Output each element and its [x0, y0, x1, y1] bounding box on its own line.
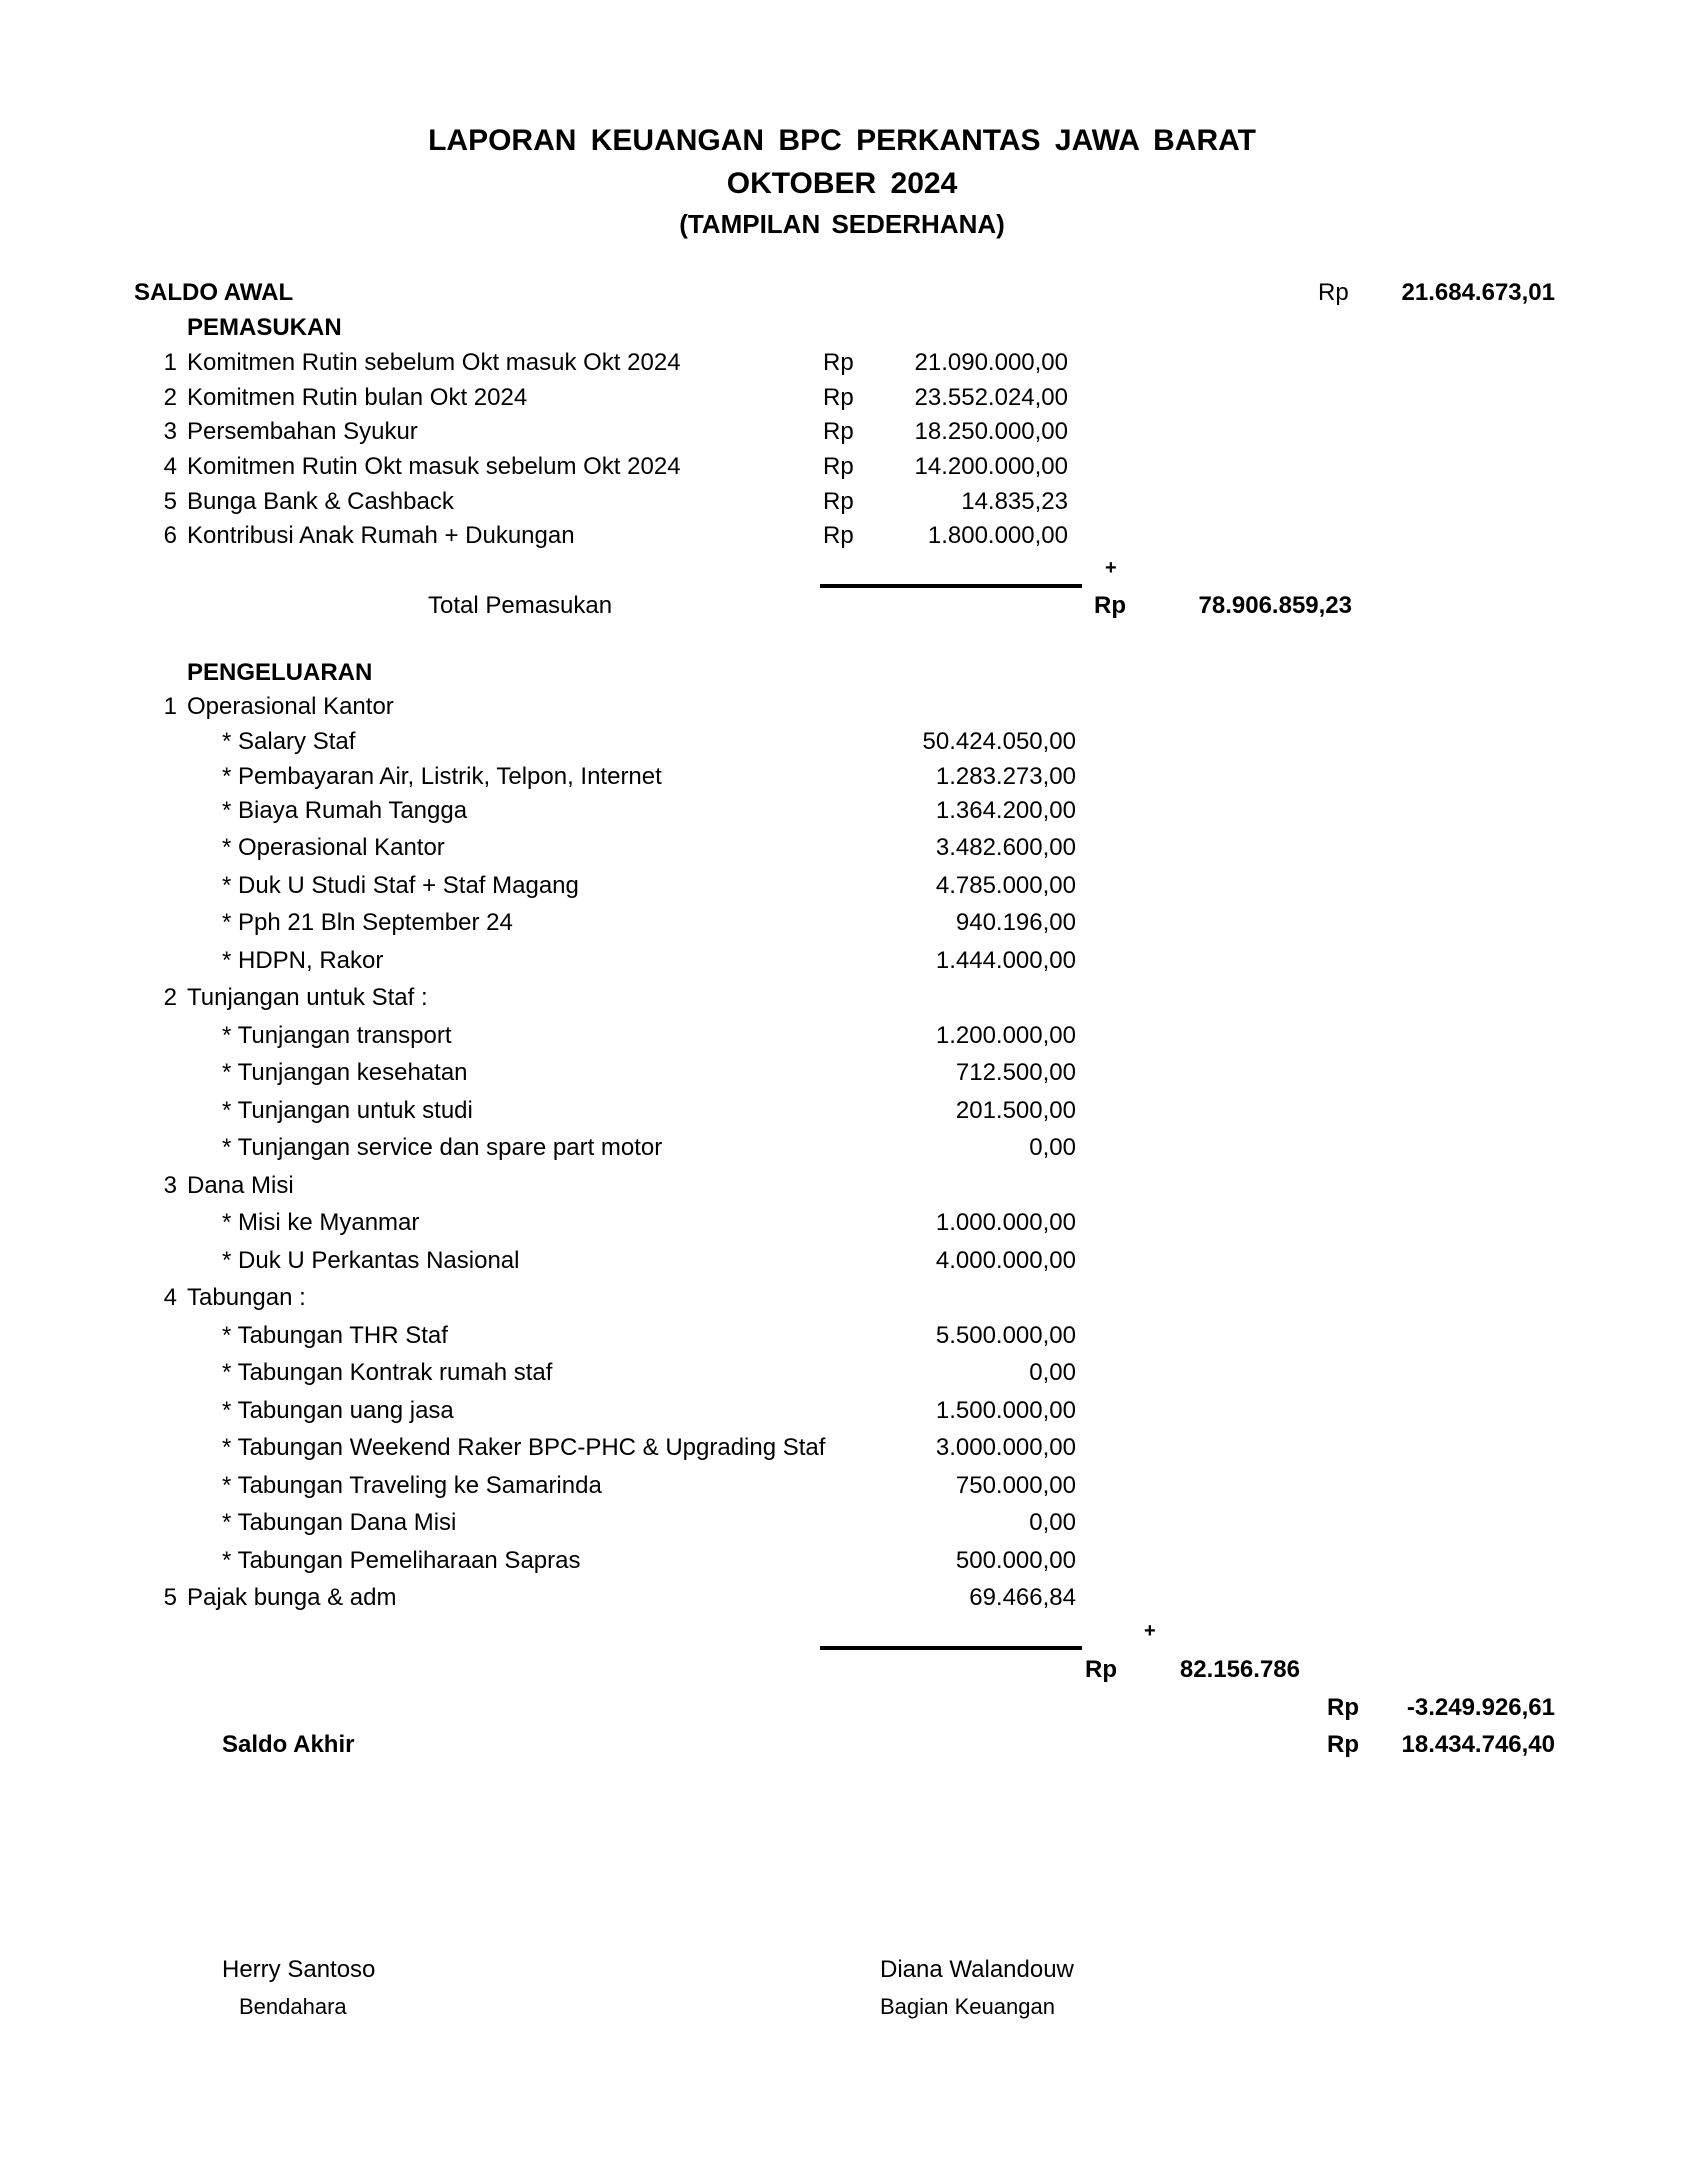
expense-item-amount: 750.000,00 — [955, 1472, 1076, 1499]
expense-item-amount: 1.000.000,00 — [935, 1209, 1076, 1236]
row-amount: 1.800.000,00 — [927, 522, 1068, 549]
group-label: Dana Misi — [187, 1172, 294, 1199]
group-number: 2 — [163, 984, 177, 1011]
expense-item-label: * Tabungan THR Staf — [222, 1322, 448, 1349]
signatory-name: Herry Santoso — [222, 1956, 376, 1983]
expense-item-label: * Tabungan uang jasa — [222, 1397, 454, 1424]
saldo-akhir-label: Saldo Akhir — [222, 1731, 355, 1758]
row-amount: 18.250.000,00 — [914, 418, 1068, 445]
expense-item-amount: 500.000,00 — [955, 1547, 1076, 1574]
row-currency: Rp — [823, 384, 854, 411]
group-number: 4 — [163, 1284, 177, 1311]
expense-item-label: * Tabungan Kontrak rumah staf — [222, 1359, 553, 1386]
expense-item-amount: 0,00 — [1029, 1509, 1076, 1536]
expense-item-amount: 4.785.000,00 — [935, 872, 1076, 899]
row-number: 1 — [163, 349, 177, 376]
expense-item-amount: 50.424.050,00 — [922, 728, 1076, 755]
row-currency: Rp — [823, 418, 854, 445]
expense-item-label: * Tabungan Pemeliharaan Sapras — [222, 1547, 581, 1574]
expense-item-amount: 4.000.000,00 — [935, 1247, 1076, 1274]
expense-item-label: * Salary Staf — [222, 728, 356, 755]
expense-item-label: * Tabungan Dana Misi — [222, 1509, 457, 1536]
signatory-role: Bendahara — [239, 1994, 347, 2019]
pengeluaran-sum-rule — [820, 1646, 1082, 1650]
row-label: Kontribusi Anak Rumah + Dukungan — [187, 522, 575, 549]
row-amount: 21.090.000,00 — [914, 349, 1068, 376]
group-label: Tabungan : — [187, 1284, 306, 1311]
expense-item-label: * Pph 21 Bln September 24 — [222, 909, 513, 936]
report-period: OKTOBER 2024 — [726, 167, 958, 200]
selisih-currency: Rp — [1327, 1694, 1359, 1721]
total-pengeluaran-currency: Rp — [1085, 1656, 1117, 1683]
group-number: 5 — [163, 1584, 177, 1611]
saldo-awal-currency: Rp — [1318, 279, 1349, 306]
expense-item-amount: 0,00 — [1029, 1134, 1076, 1161]
pemasukan-sum-rule — [820, 584, 1082, 588]
total-pemasukan-amount: 78.906.859,23 — [1198, 592, 1352, 619]
row-amount: 14.835,23 — [961, 488, 1068, 515]
pengeluaran-heading: PENGELUARAN — [187, 659, 373, 686]
row-currency: Rp — [823, 488, 854, 515]
pemasukan-plus-sign: + — [1105, 557, 1117, 579]
expense-item-amount: 1.364.200,00 — [935, 797, 1076, 824]
group-label: Pajak bunga & adm — [187, 1584, 397, 1611]
row-currency: Rp — [823, 453, 854, 480]
row-number: 5 — [163, 488, 177, 515]
row-label: Komitmen Rutin Okt masuk sebelum Okt 2024 — [187, 453, 681, 480]
row-number: 4 — [163, 453, 177, 480]
expense-item-label: * Operasional Kantor — [222, 834, 445, 861]
expense-item-amount: 201.500,00 — [955, 1097, 1076, 1124]
signatory-role: Bagian Keuangan — [880, 1994, 1055, 2019]
total-pemasukan-currency: Rp — [1094, 592, 1126, 619]
row-label: Komitmen Rutin bulan Okt 2024 — [187, 384, 528, 411]
expense-item-amount: 5.500.000,00 — [935, 1322, 1076, 1349]
total-pengeluaran-amount: 82.156.786 — [1179, 1656, 1300, 1683]
row-currency: Rp — [823, 349, 854, 376]
pengeluaran-plus-sign: + — [1144, 1620, 1156, 1642]
group-number: 3 — [163, 1172, 177, 1199]
expense-item-label: * Tunjangan service dan spare part motor — [222, 1134, 663, 1161]
group-number: 1 — [163, 693, 177, 720]
saldo-akhir-currency: Rp — [1327, 1731, 1359, 1758]
expense-item-label: * Duk U Perkantas Nasional — [222, 1247, 520, 1274]
row-amount: 14.200.000,00 — [914, 453, 1068, 480]
group-label: Tunjangan untuk Staf : — [187, 984, 428, 1011]
selisih-amount: -3.249.926,61 — [1406, 1694, 1555, 1721]
group-label: Operasional Kantor — [187, 693, 394, 720]
row-number: 3 — [163, 418, 177, 445]
expense-item-amount: 3.482.600,00 — [935, 834, 1076, 861]
pemasukan-heading: PEMASUKAN — [187, 314, 342, 341]
expense-item-amount: 1.283.273,00 — [935, 763, 1076, 790]
report-title: LAPORAN KEUANGAN BPC PERKANTAS JAWA BARAT — [428, 124, 1256, 157]
report-subtitle: (TAMPILAN SEDERHANA) — [679, 209, 1005, 239]
expense-item-label: * Tunjangan transport — [222, 1022, 452, 1049]
expense-item-amount: 1.444.000,00 — [935, 947, 1076, 974]
saldo-akhir-amount: 18.434.746,40 — [1401, 1731, 1555, 1758]
expense-item-label: * Tabungan Weekend Raker BPC-PHC & Upgrading Staf — [222, 1434, 826, 1461]
row-label: Persembahan Syukur — [187, 418, 418, 445]
row-label: Komitmen Rutin sebelum Okt masuk Okt 2024 — [187, 349, 681, 376]
row-number: 6 — [163, 522, 177, 549]
expense-item-amount: 1.500.000,00 — [935, 1397, 1076, 1424]
expense-item-label: * Duk U Studi Staf + Staf Magang — [222, 872, 579, 899]
row-label: Bunga Bank & Cashback — [187, 488, 454, 515]
expense-item-label: * Biaya Rumah Tangga — [222, 797, 468, 824]
expense-item-amount: 0,00 — [1029, 1359, 1076, 1386]
saldo-awal-label: SALDO AWAL — [134, 279, 294, 306]
expense-item-amount: 3.000.000,00 — [935, 1434, 1076, 1461]
expense-item-label: * Tabungan Traveling ke Samarinda — [222, 1472, 602, 1499]
row-number: 2 — [163, 384, 177, 411]
expense-item-label: * Tunjangan kesehatan — [222, 1059, 468, 1086]
expense-item-amount: 69.466,84 — [969, 1584, 1076, 1611]
signatory-name: Diana Walandouw — [880, 1956, 1074, 1983]
total-pemasukan-label: Total Pemasukan — [428, 592, 613, 619]
expense-item-amount: 940.196,00 — [955, 909, 1076, 936]
expense-item-label: * Misi ke Myanmar — [222, 1209, 420, 1236]
saldo-awal-amount: 21.684.673,01 — [1401, 279, 1555, 306]
expense-item-amount: 712.500,00 — [955, 1059, 1076, 1086]
row-currency: Rp — [823, 522, 854, 549]
expense-item-label: * Pembayaran Air, Listrik, Telpon, Internet — [222, 763, 662, 790]
expense-item-amount: 1.200.000,00 — [935, 1022, 1076, 1049]
expense-item-label: * Tunjangan untuk studi — [222, 1097, 473, 1124]
expense-item-label: * HDPN, Rakor — [222, 947, 384, 974]
row-amount: 23.552.024,00 — [914, 384, 1068, 411]
